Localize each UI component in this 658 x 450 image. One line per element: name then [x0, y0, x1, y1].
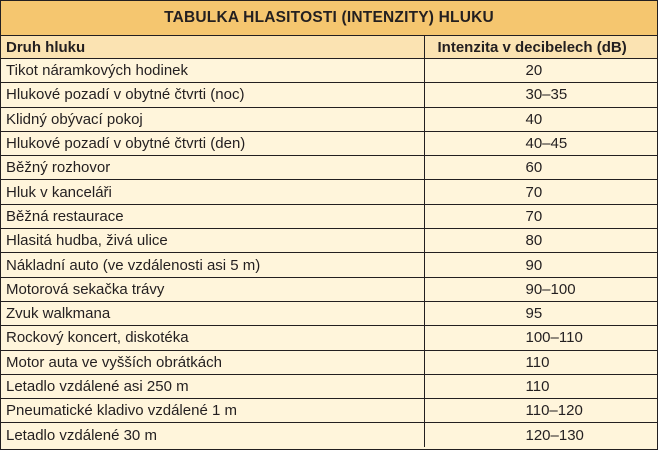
intensity-cell [424, 301, 657, 325]
intensity-cell [424, 59, 657, 83]
noise-type-cell: Rockový koncert, diskotéka [1, 326, 424, 350]
table-row [1, 399, 657, 423]
intensity-value: 40–45 [525, 135, 568, 153]
noise-type-cell: Letadlo vzdálené 30 m [1, 423, 424, 447]
intensity-value: 40 [525, 110, 543, 128]
intensity-value: 110 [525, 378, 550, 395]
intensity-value: 60 [525, 159, 543, 177]
intensity-cell [424, 204, 657, 228]
table-row [1, 229, 657, 253]
intensity-value: 100–110 [525, 329, 583, 347]
intensity-value: 90–100 [525, 280, 576, 298]
table-row [1, 277, 657, 301]
table-row [1, 423, 657, 447]
noise-type-cell: Hluk v kanceláři [1, 180, 424, 204]
noise-type-cell: Tikot náramkových hodinek [1, 59, 424, 83]
intensity-value: 30–35 [525, 86, 568, 104]
header-row [1, 36, 657, 59]
intensity-value: 110 [525, 353, 550, 371]
table-title: TABULKA HLASITOSTI (INTENZITY) HLUKU [1, 1, 657, 36]
intensity-value: 70 [525, 207, 543, 225]
noise-type-cell: Letadlo vzdálené asi 250 m [1, 374, 424, 398]
table-row [1, 350, 657, 374]
intensity-value: 120–130 [525, 426, 584, 444]
table-row [1, 83, 657, 107]
table-row [1, 180, 657, 204]
column-header-intensity: Intenzita v decibelech (dB) [424, 36, 657, 59]
intensity-value: 90 [525, 256, 543, 274]
noise-type-cell: Zvuk walkmana [1, 301, 424, 325]
intensity-cell [424, 374, 657, 398]
noise-type-cell: Klidný obývací pokoj [1, 107, 424, 131]
noise-type-cell: Nákladní auto (ve vzdálenosti asi 5 m) [1, 253, 424, 277]
table-row [1, 156, 657, 180]
intensity-value: 80 [525, 232, 543, 250]
table-row [1, 301, 657, 325]
table-row [1, 326, 657, 350]
table-row [1, 253, 657, 277]
column-header-noise-type: Druh hluku [1, 36, 424, 59]
intensity-value: 95 [525, 305, 543, 323]
table-row [1, 131, 657, 155]
noise-type-cell: Hlukové pozadí v obytné čtvrti (noc) [1, 83, 424, 107]
noise-type-cell: Motor auta ve vyšších obrátkách [1, 350, 424, 374]
noise-table [1, 36, 657, 447]
intensity-cell [424, 156, 657, 180]
intensity-cell [424, 83, 657, 107]
table-row [1, 204, 657, 228]
intensity-value: 70 [525, 183, 543, 201]
intensity-cell [424, 180, 657, 204]
intensity-cell [424, 107, 657, 131]
intensity-cell [424, 131, 657, 155]
intensity-cell [424, 423, 657, 447]
intensity-cell [424, 277, 657, 301]
intensity-value: 110–120 [525, 402, 583, 420]
intensity-cell [424, 350, 657, 374]
noise-type-cell: Motorová sekačka trávy [1, 277, 424, 301]
noise-type-cell: Hlukové pozadí v obytné čtvrti (den) [1, 131, 424, 155]
intensity-cell [424, 229, 657, 253]
table-row [1, 374, 657, 398]
table-row [1, 59, 657, 83]
noise-type-cell: Pneumatické kladivo vzdálené 1 m [1, 399, 424, 423]
intensity-value: 20 [525, 62, 543, 80]
intensity-cell [424, 253, 657, 277]
noise-type-cell: Běžná restaurace [1, 204, 424, 228]
table-row [1, 107, 657, 131]
noise-type-cell: Běžný rozhovor [1, 156, 424, 180]
intensity-cell [424, 326, 657, 350]
intensity-cell [424, 399, 657, 423]
noise-type-cell: Hlasitá hudba, živá ulice [1, 229, 424, 253]
